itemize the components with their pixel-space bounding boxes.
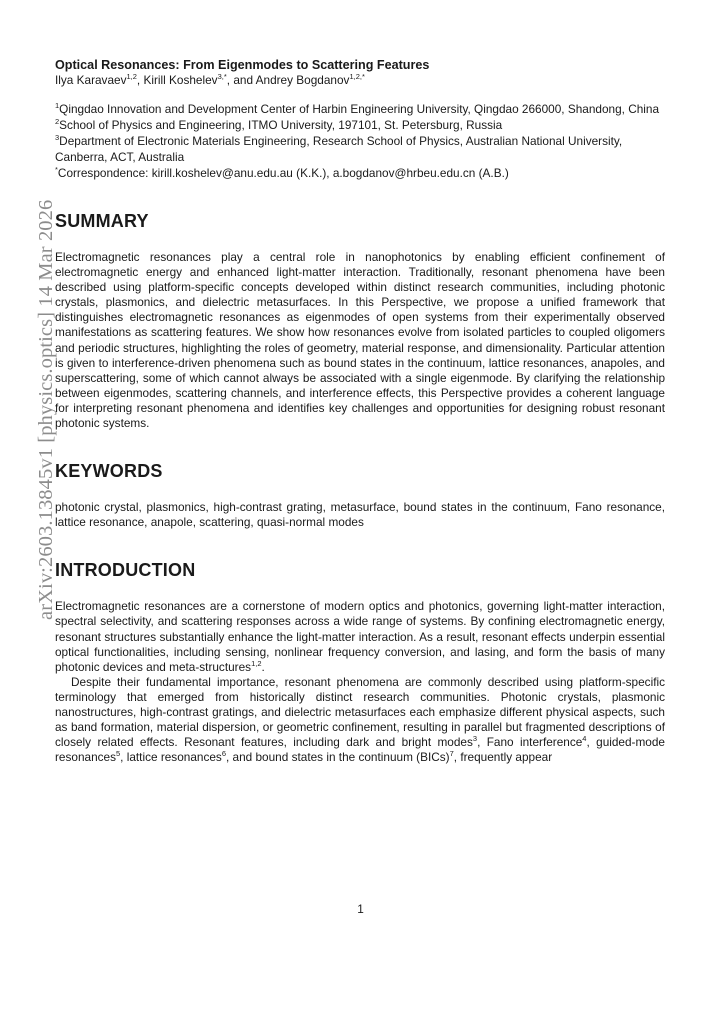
paragraph-text: , frequently appear (453, 750, 553, 765)
affiliation-text: Department of Electronic Materials Engineering, Research School of Physics, Australian National University, Canberra, ACT, Australia (55, 134, 623, 164)
section-heading-summary: SUMMARY (55, 211, 149, 231)
affiliation-item (55, 133, 665, 165)
paragraph-text: , lattice resonances (120, 750, 222, 765)
citation-marker: 1,2 (251, 658, 262, 668)
correspondence (55, 165, 665, 181)
section-heading-keywords: KEYWORDS (55, 461, 163, 482)
affiliation-item (55, 117, 665, 133)
affiliation-text: School of Physics and Engineering, ITMO University, 197101, St. Petersburg, Russia (59, 118, 503, 132)
author-name: Andrey Bogdanov (255, 73, 350, 87)
author-name: Ilya Karavaev (55, 73, 127, 87)
author-affiliation-marker: 1,2,* (349, 72, 365, 82)
author-affiliation-marker: 1,2 (126, 72, 137, 82)
author-separator: , (136, 73, 144, 87)
paper-title: Optical Resonances: From Eigenmodes to Scattering Features (55, 58, 430, 72)
affiliation-item (55, 101, 665, 117)
citation-marker: 5 (116, 749, 121, 759)
summary-paragraph: Electromagnetic resonances play a central role in nanophotonics by enabling efficient confinement of electromagnetic energy and enhanced light-matter interaction. Traditionally, resonant phenomena have been described using platform-specific concepts developed within distinct research communities, including photonic crystals, plasmonics, and dielectric metasurfaces. In this Perspective, we propose a unified framework that distinguishes electromagnetic resonances as eigenmodes of open systems from their experimentally observed manifestations as scattering features. We show how resonances evolve from isolated particles to coupled oligomers and periodic structures, highlighting the roles of geometry, material response, and dimensionality. Particular attention is given to interference-driven phenomena such as bound states in the continuum, lattice resonances, anapoles, and superscattering, some of which cannot always be associated with a single eigenmode. By clarifying the relationship between eigenmodes, scattering channels, and interference effects, this Perspective provides a coherent language for interpreting resonant phenomena and identifies key challenges and opportunities for designing robust resonant photonic systems. (55, 250, 665, 431)
author-separator: , and (226, 73, 256, 87)
page-number: 1 (357, 902, 364, 916)
main-content (55, 58, 665, 765)
citation-marker: 7 (449, 749, 454, 759)
paragraph-text: Despite their fundamental importance, resonant phenomena are commonly described using platform-specific terminology that emerged from historically distinct research communities. Photonic crystals, plasmonic nanostructures, high-contrast gratings, and dielectric metasurfaces each emphasize different physical aspects, such as band formation, material dispersion, or geometric confinement, resulting in parallel but fragmented descriptions of closely related effects. Resonant features, including dark and bright modes (55, 674, 665, 750)
paragraph-text: Electromagnetic resonances are a cornerstone of modern optics and photonics, governing light-matter interaction, spectral selectivity, and scattering responses across a wide range of systems. By confining electromagnetic energy, resonant structures substantially enhance the light-matter interaction. As a result, resonant effects underpin essential optical functionalities, including sensing, nonlinear frequency conversion, and lasing, and form the basis of many photonic devices and meta-structures (55, 599, 665, 674)
paragraph-text: , and bound states in the continuum (BICs) (225, 750, 450, 765)
author-affiliation-marker: 3,* (217, 72, 227, 82)
affiliation-marker: 2 (55, 117, 60, 127)
correspondence-marker: * (55, 165, 58, 175)
affiliation-marker: 3 (55, 133, 60, 143)
section-heading-introduction: INTRODUCTION (55, 560, 196, 581)
paragraph-text: , Fano interference (477, 735, 583, 750)
intro-paragraph-2 (55, 675, 665, 766)
keywords-text: photonic crystal, plasmonics, high-contrast grating, metasurface, bound states in the continuum, Fano resonance, lattice resonance, anapole, scattering, quasi-normal modes (55, 500, 665, 530)
paragraph-text: , guided-mode resonances (55, 735, 665, 765)
arxiv-identifier: arXiv:2603.13845v1 [physics.optics] 14 Mar 2026 (35, 199, 57, 620)
author-list (55, 73, 665, 88)
intro-paragraph-1 (55, 599, 665, 674)
affiliations (55, 101, 665, 181)
citation-marker: 4 (582, 734, 587, 744)
citation-marker: 3 (472, 734, 478, 744)
paragraph-end: . (261, 659, 265, 674)
citation-marker: 6 (221, 749, 226, 759)
affiliation-text: Qingdao Innovation and Development Center of Harbin Engineering University, Qingdao 266000, Shandong, China (59, 102, 660, 116)
correspondence-text: Correspondence: kirill.koshelev@anu.edu.au (K.K.), a.bogdanov@hrbeu.edu.cn (A.B.) (57, 166, 509, 180)
affiliation-marker: 1 (55, 101, 60, 111)
author-name: Kirill Koshelev (143, 73, 218, 87)
